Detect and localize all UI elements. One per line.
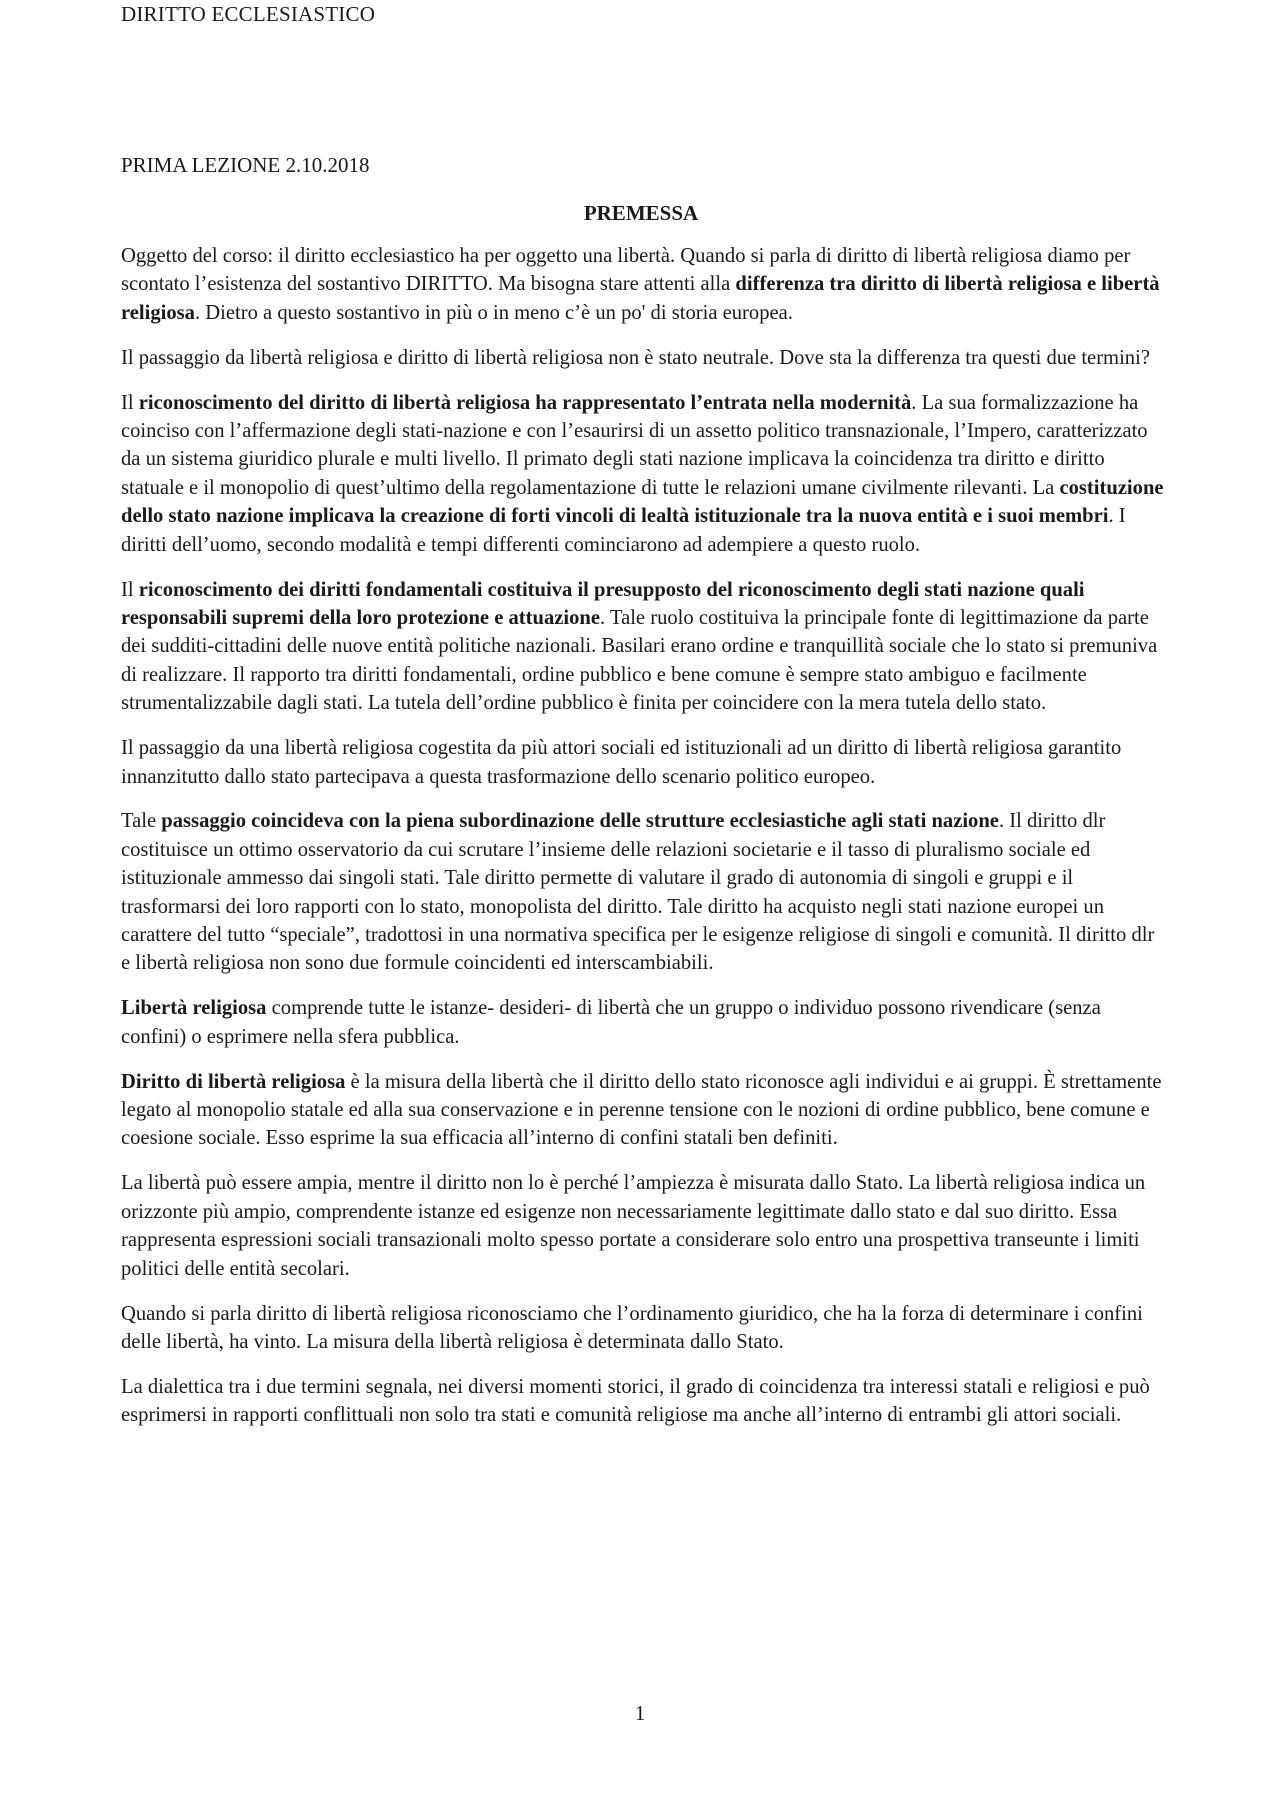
text-run: Oggetto del corso: il diritto ecclesiastico ha per oggetto una libertà. Quando si parla di diritto di libertà religiosa diamo per scontato l’esistenza del sostantivo DIRITTO. Ma bisogna stare attenti alla <box>121 245 1131 296</box>
text-run: è la misura della libertà che il diritto dello stato riconosce agli individui e ai gruppi. È strettamente legato al monopolio statale ed alla sua conservazione e in perenne tensione con le nozioni di ordine pubblico, bene comune e coesione sociale. Esso esprime la sua efficacia all’interno di confini statali ben definiti. <box>121 1070 1162 1150</box>
text-run: Il <box>121 391 139 414</box>
text-run: . Tale ruolo costituiva la principale fonte di legittimazione da parte dei sudditi-cittadini delle nuove entità politiche nazionali. Basilari erano ordine e tranquillità sociale che lo stato si premuniva di realizzare. Il rapporto tra diritti fondamentali, ordine pubblico e bene comune è sempre stato ambiguo e facilmente strumentalizzabile dagli stati. La tutela dell’ordine pubblico è finita per coincidere con la mera tutela dello stato. <box>121 606 1158 715</box>
section-title: PREMESSA <box>583 201 699 225</box>
paragraph <box>121 576 1166 718</box>
bold-text: riconoscimento del diritto di libertà religiosa ha rappresentato l’entrata nella modernità <box>138 391 912 414</box>
paragraph <box>121 807 1166 977</box>
paragraph <box>121 344 1166 372</box>
paragraph <box>121 1068 1166 1153</box>
paragraph <box>121 242 1166 327</box>
lesson-heading: PRIMA LEZIONE 2.10.2018 <box>121 153 370 177</box>
text-run: comprende tutte le istanze- desideri- di libertà che un gruppo o individuo possono rivendicare (senza confini) o esprimere nella sfera pubblica. <box>121 997 1101 1048</box>
paragraph <box>121 994 1166 1051</box>
paragraph <box>121 1300 1166 1357</box>
page-number: 1 <box>634 1701 646 1725</box>
text-run: Il <box>121 578 139 601</box>
text-run: Il passaggio da libertà religiosa e diritto di libertà religiosa non è stato neutrale. Dove sta la differenza tra questi due termini? <box>121 346 1150 369</box>
paragraph <box>121 1373 1166 1430</box>
text-run: La dialettica tra i due termini segnala, nei diversi momenti storici, il grado di coincidenza tra interessi statali e religiosi e può esprimersi in rapporti conflittuali non solo tra stati e comunità religiose ma anche all’interno di entrambi gli attori sociali. <box>121 1375 1150 1427</box>
paragraph <box>121 389 1166 559</box>
text-run: La libertà può essere ampia, mentre il diritto non lo è perché l’ampiezza è misurata dallo Stato. La libertà religiosa indica un orizzonte più ampio, comprendente istanze ed esigenze non necessariamente legittimate dallo stato e dal suo diritto. Essa rappresenta espressioni sociali transazionali molto spesso portate a considerare solo entro una prospettiva transeunte i limiti politici delle entità secolari. <box>121 1172 1146 1280</box>
bold-text: costituzione dello stato nazione implicava la creazione di forti vincoli di lealtà istituzionale tra la nuova entità e i suoi membri <box>121 476 1164 528</box>
bold-text: differenza tra diritto di libertà religiosa e libertà religiosa <box>121 273 1160 324</box>
paragraph <box>121 734 1166 791</box>
paragraph <box>121 1169 1166 1283</box>
text-run: . Il diritto dlr costituisce un ottimo osservatorio da cui scrutare l’insieme delle relazioni societarie e il tasso di pluralismo sociale ed istituzionale ammesso dai singoli stati. Tale diritto permette di valutare il grado di autonomia di singoli e gruppi e il trasformarsi dei loro rapporti con lo stato, monopolista del diritto. Tale diritto ha acquisto negli stati nazione europei un carattere del tutto “speciale”, tradottosi in una normativa specifica per le esigenze religiose di singoli e comunità. Il diritto dlr e libertà religiosa non sono due formule coincidenti ed interscambiabili. <box>121 810 1155 975</box>
bold-text: Libertà religiosa <box>121 997 267 1020</box>
text-run: . I diritti dell’uomo, secondo modalità e tempi differenti cominciarono ad adempiere a questo ruolo. <box>121 505 1126 556</box>
text-run: Quando si parla diritto di libertà religiosa riconosciamo che l’ordinamento giuridico, che ha la forza di determinare i confini delle libertà, ha vinto. La misura della libertà religiosa è determinata dallo Stato. <box>121 1302 1143 1353</box>
text-run: Tale <box>121 810 162 833</box>
text-run: Il passaggio da una libertà religiosa cogestita da più attori sociali ed istituzionali ad un diritto di libertà religiosa garantito innanzitutto dallo stato partecipava a questa trasformazione dello scenario politico europeo. <box>121 737 1122 788</box>
bold-text: passaggio coincideva con la piena subordinazione delle strutture ecclesiastiche agli stati nazione <box>161 810 999 833</box>
document-body <box>121 242 1166 1446</box>
bold-text: riconoscimento dei diritti fondamentali costituiva il presupposto del riconoscimento degli stati nazione quali responsabili supremi della loro protezione e attuazione <box>121 578 1085 629</box>
bold-text: Diritto di libertà religiosa <box>121 1070 346 1093</box>
text-run: . La sua formalizzazione ha coinciso con l’affermazione degli stati-nazione e con l’esaurirsi di un assetto politico transnazionale, l’Impero, caratterizzato da un sistema giuridico plurale e multi livello. Il primato degli stati nazione implicava la coincidenza tra diritto e diritto statuale e il monopolio di quest’ultimo della regolamentazione di tutte le relazioni umane civilmente rilevanti. La <box>121 391 1148 499</box>
text-run: . Dietro a questo sostantivo in più o in meno c’è un po' di storia europea. <box>194 301 793 324</box>
document-header: DIRITTO ECCLESIASTICO <box>121 2 376 26</box>
